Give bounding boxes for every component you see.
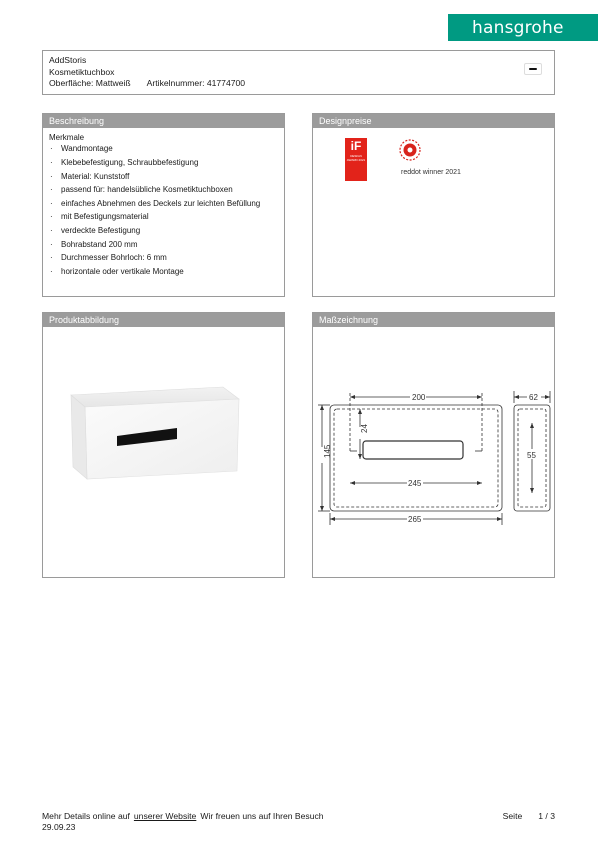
feature-item: · einfaches Abnehmen des Deckels zur leichten Befüllung (49, 199, 278, 209)
website-link[interactable]: unserer Website (133, 811, 197, 821)
awards-panel (312, 113, 555, 297)
brand-name: hansgrohe (472, 17, 564, 38)
footer-text: Mehr Details online auf (42, 811, 130, 821)
feature-item: · Klebebefestigung, Schraubbefestigung (49, 158, 278, 168)
product-type: Kosmetiktuchbox (49, 66, 115, 77)
dimension-label: 62 (529, 393, 538, 402)
dimension-label: 145 (323, 444, 332, 458)
reddot-caption: reddot winner 2021 (401, 169, 461, 176)
features-subhead: Merkmale (49, 133, 85, 142)
brand-logo (448, 14, 598, 41)
if-logo-small: DESIGN AWARD 2021 (346, 154, 366, 162)
feature-item: · mit Befestigungsmaterial (49, 212, 278, 222)
feature-item: · Material: Kunststoff (49, 172, 278, 182)
product-surface: Oberfläche: Mattweiß (49, 78, 131, 88)
feature-item: · passend für: handelsübliche Kosmetiktuchboxen (49, 185, 278, 195)
product-meta (49, 78, 548, 90)
product-header (42, 50, 555, 95)
awards-title: Designpreise (313, 114, 554, 128)
feature-item: · horizontale oder vertikale Montage (49, 267, 278, 277)
description-title: Beschreibung (43, 114, 284, 128)
feature-item: · Bohrabstand 200 mm (49, 240, 278, 250)
reddot-logo (399, 139, 421, 166)
dimension-label: 24 (360, 424, 369, 433)
if-logo-text: iF (350, 139, 362, 153)
description-panel (42, 113, 285, 297)
feature-item: · Durchmesser Bohrloch: 6 mm (49, 253, 278, 263)
product-image (43, 313, 286, 565)
feature-item: · verdeckte Befestigung (49, 226, 278, 236)
dimension-panel (312, 312, 555, 578)
product-image-panel (42, 312, 285, 578)
product-name: AddStoris (49, 55, 87, 65)
if-award-logo (345, 138, 367, 181)
dimension-label: 245 (408, 479, 422, 488)
page-number: 1 / 3 (538, 811, 555, 821)
footer-date: 29.09.23 (42, 821, 76, 832)
dimension-title: Maßzeichnung (313, 313, 554, 327)
page-indicator (487, 811, 555, 822)
product-image-title: Produktabbildung (43, 313, 284, 327)
dimension-label: 55 (527, 451, 536, 460)
product-thumbnail-icon (524, 63, 542, 75)
feature-item: · Wandmontage (49, 144, 278, 154)
dimension-drawing (313, 327, 556, 579)
article-number: Artikelnummer: 41774700 (146, 78, 246, 88)
dimension-label: 265 (408, 515, 422, 524)
reddot-icon (399, 139, 421, 161)
dimension-label: 200 (412, 393, 426, 402)
feature-list (49, 144, 278, 277)
footer-text: Wir freuen uns auf Ihren Besuch (200, 811, 324, 821)
page-footer (42, 811, 555, 832)
page-label: Seite (502, 811, 523, 821)
